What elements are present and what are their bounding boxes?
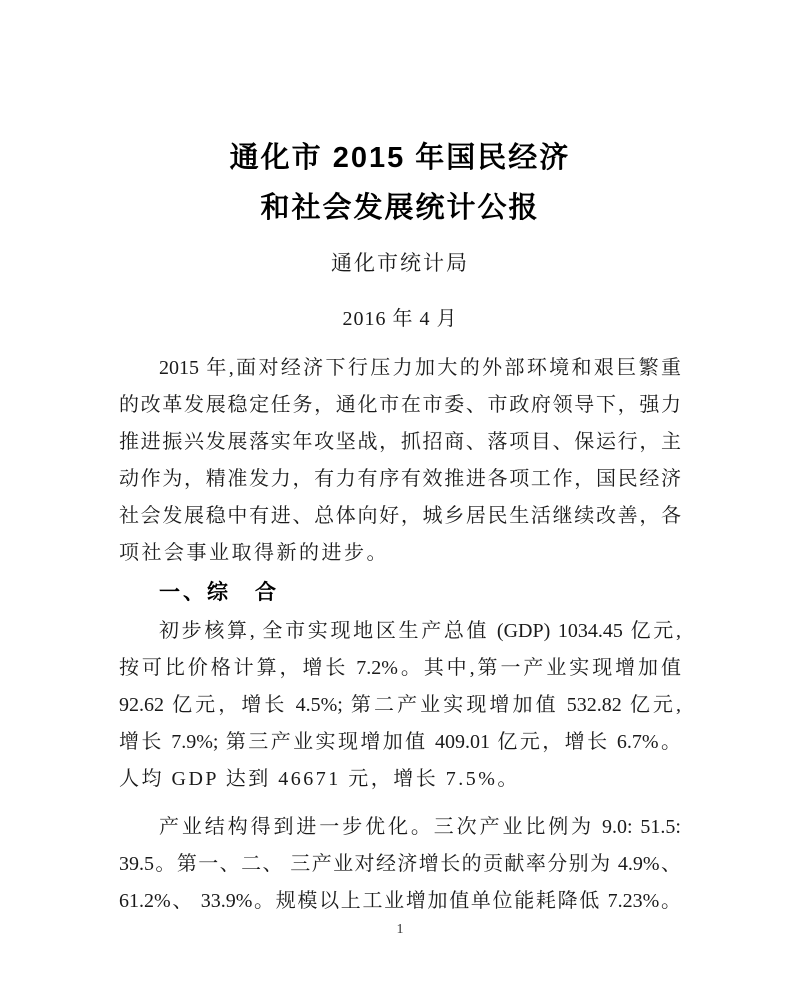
text-line: 2015 年,面对经济下行压力加大的外部环境和艰巨繁重 [159,357,681,379]
text-line: 39.5。第一、二、 三产业对经济增长的贡献率分别为 4.9%、 [119,853,681,875]
document-body [119,350,681,920]
text-line: 按可比价格计算，增长 7.2%。其中,第一产业实现增加值 [119,657,681,679]
text-line: 人均 GDP 达到 46671 元，增长 7.5%。 [119,768,520,790]
title-line-1: 通化市 2015 年国民经济 [229,142,571,174]
text-line: 61.2%、 33.9%。规模以上工业增加值单位能耗降低 7.23%。 [119,890,681,912]
text-line: 增长 7.9%; 第三产业实现增加值 409.01 亿元，增长 6.7%。 [119,731,681,753]
text-line: 初步核算, 全市实现地区生产总值 (GDP) 1034.45 亿元, [159,620,681,642]
text-line: 的改革发展稳定任务，通化市在市委、市政府领导下，强力 [119,394,681,416]
text-line: 社会发展稳中有进、总体向好，城乡居民生活继续改善，各 [119,505,681,527]
text-line: 项社会事业取得新的进步。 [119,542,389,564]
title-line-2: 和社会发展统计公报 [260,192,540,224]
page-number: 1 [396,922,404,937]
document-title [0,0,800,233]
paragraph-industry-structure [119,809,681,920]
section-heading-overview: 一、综 合 [159,581,279,604]
text-line: 产业结构得到进一步优化。三次产业比例为 9.0: 51.5: [159,816,681,838]
byline-author: 通化市统计局 [331,251,469,275]
paragraph-gdp [119,613,681,798]
text-line: 推进振兴发展落实年攻坚战，抓招商、落项目、保运行，主 [119,431,681,453]
publish-date: 2016 年 4 月 [342,308,458,330]
paragraph-intro [119,350,681,572]
text-line: 动作为，精准发力，有力有序有效推进各项工作，国民经济 [119,468,681,490]
text-line: 92.62 亿元，增长 4.5%; 第二产业实现增加值 532.82 亿元, [119,694,681,716]
